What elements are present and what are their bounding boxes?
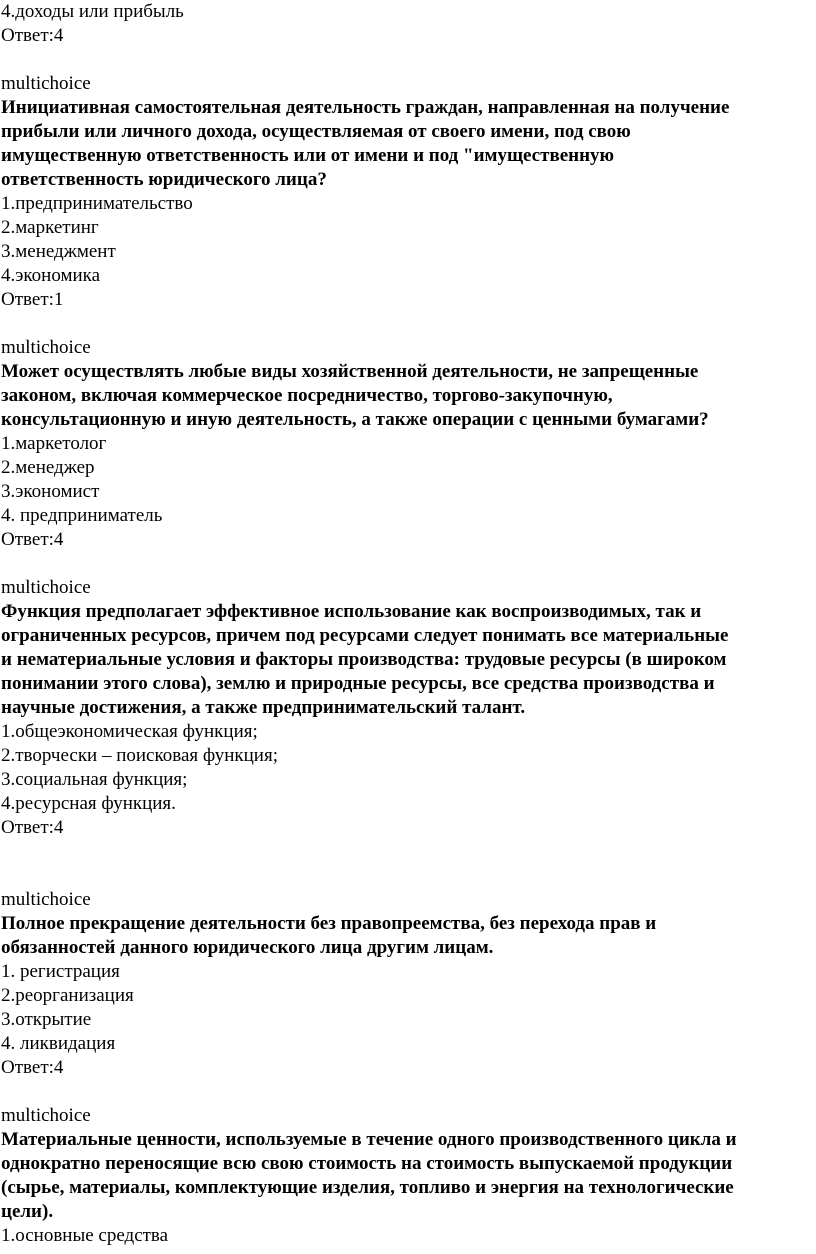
- question-text-line: Материальные ценности, используемые в течение одного производственного цикла и: [1, 1129, 737, 1150]
- question-type: multichoice: [1, 577, 91, 598]
- blank-line: [1, 48, 816, 72]
- option-line: 1.общеэкономическая функция;: [1, 721, 258, 742]
- question-text-line: Может осуществлять любые виды хозяйственной деятельности, не запрещенные: [1, 361, 699, 382]
- question-text-line: понимании этого слова), землю и природные ресурсы, все средства производства и: [1, 673, 715, 694]
- question-type: multichoice: [1, 1105, 91, 1126]
- question-text-line: имущественную ответственность или от имени и под "имущественную: [1, 145, 615, 166]
- option-line: 3.открытие: [1, 1009, 92, 1030]
- blank-line: [1, 1080, 816, 1104]
- question-block: [1, 336, 816, 552]
- option-line: 4. ликвидация: [1, 1033, 116, 1054]
- blank-line: [1, 312, 816, 336]
- option-line: 3.социальная функция;: [1, 769, 188, 790]
- question-text-line: цели).: [1, 1201, 54, 1222]
- answer-line: Ответ:4: [1, 529, 64, 550]
- answer-line: Ответ:4: [1, 25, 64, 46]
- option-line: 1.основные средства: [1, 1225, 169, 1246]
- blank-line: [1, 840, 816, 864]
- question-text-line: Функция предполагает эффективное использование как воспроизводимых, так и: [1, 601, 702, 622]
- question-block: [1, 72, 816, 312]
- answer-line: Ответ:1: [1, 289, 64, 310]
- question-block: [1, 576, 816, 840]
- question-text-line: прибыли или личного дохода, осуществляемая от своего имени, под свою: [1, 121, 631, 142]
- option-line: 4. предприниматель: [1, 505, 163, 526]
- blank-line: [1, 552, 816, 576]
- question-type: multichoice: [1, 337, 91, 358]
- option-line: 1. регистрация: [1, 961, 120, 982]
- question-block: [1, 888, 816, 1080]
- question-text-line: ответственность юридического лица?: [1, 169, 327, 190]
- question-text-line: Полное прекращение деятельности без правопреемства, без перехода прав и: [1, 913, 657, 934]
- option-line: 1.предпринимательство: [1, 193, 193, 214]
- question-text-line: и нематериальные условия и факторы производства: трудовые ресурсы (в широком: [1, 649, 727, 670]
- question-text-line: консультационную и иную деятельность, а также операции с ценными бумагами?: [1, 409, 709, 430]
- option-line: 4.экономика: [1, 265, 101, 286]
- question-type: multichoice: [1, 889, 91, 910]
- option-line: 3.менеджмент: [1, 241, 116, 262]
- question-text-line: (сырье, материалы, комплектующие изделия, топливо и энергия на технологические: [1, 1177, 734, 1198]
- question-text-line: однократно переносящие всю свою стоимость на стоимость выпускаемой продукции: [1, 1153, 733, 1174]
- option-line: 4.доходы или прибыль: [1, 1, 184, 22]
- option-line: 2.менеджер: [1, 457, 95, 478]
- question-block: [1, 1104, 816, 1248]
- question-text-line: обязанностей данного юридического лица другим лицам.: [1, 937, 494, 958]
- question-type: multichoice: [1, 73, 91, 94]
- option-line: 4.ресурсная функция.: [1, 793, 176, 814]
- answer-line: Ответ:4: [1, 817, 64, 838]
- option-line: 3.экономист: [1, 481, 100, 502]
- question-text-line: законом, включая коммерческое посредничество, торгово-закупочную,: [1, 385, 613, 406]
- option-line: 2.маркетинг: [1, 217, 99, 238]
- option-line: 2.реорганизация: [1, 985, 134, 1006]
- question-text-line: ограниченных ресурсов, причем под ресурсами следует понимать все материальные: [1, 625, 729, 646]
- question-text-line: научные достижения, а также предпринимательский талант.: [1, 697, 526, 718]
- blank-line: [1, 864, 816, 888]
- answer-line: Ответ:4: [1, 1057, 64, 1078]
- question-text-line: Инициативная самостоятельная деятельность граждан, направленная на получение: [1, 97, 730, 118]
- option-line: 1.маркетолог: [1, 433, 107, 454]
- option-line: 2.творчески – поисковая функция;: [1, 745, 278, 766]
